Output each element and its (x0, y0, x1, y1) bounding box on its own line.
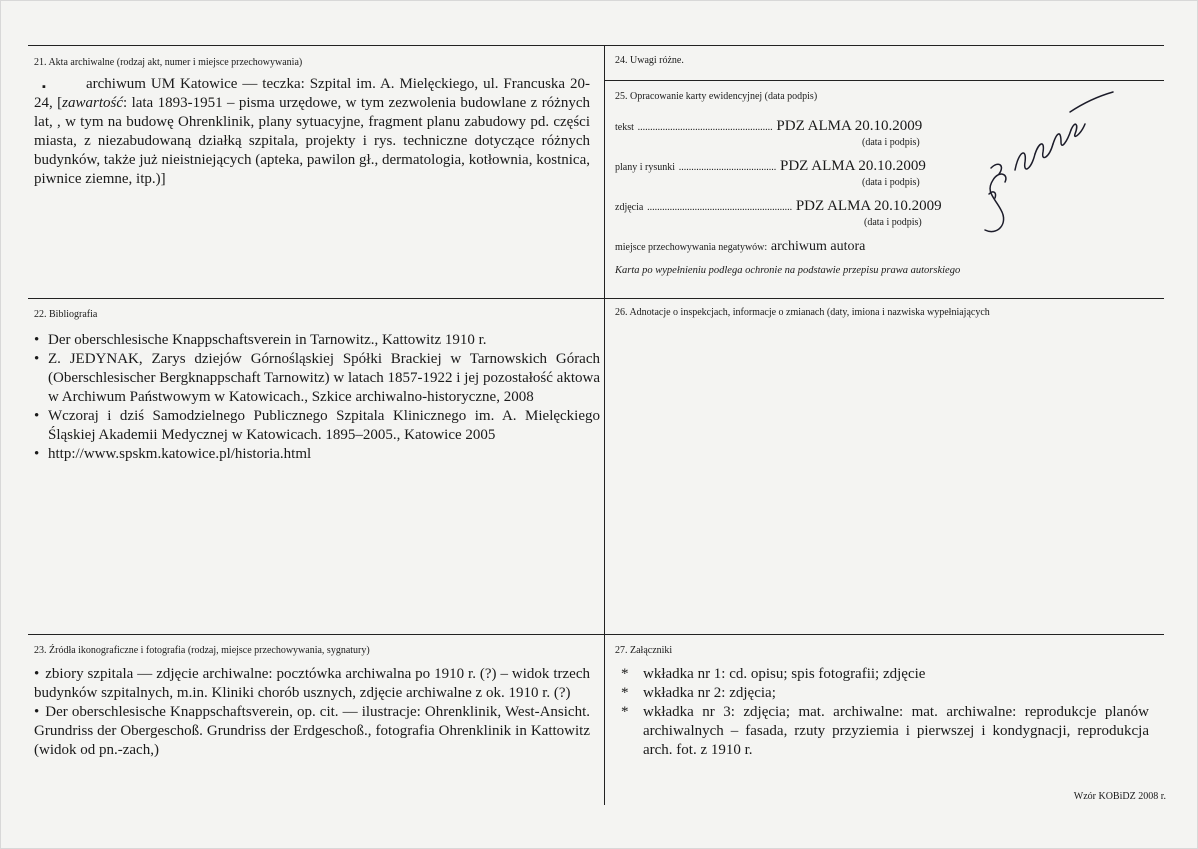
dot-bullet-icon: • (34, 408, 40, 424)
list-item: * wkładka nr 1: cd. opisu; spis fotografii; zdjęcie (621, 666, 926, 682)
section25-row-text-sub: (data i podpis) (862, 137, 920, 148)
dot-bullet-icon: • (34, 351, 40, 367)
section21-text: archiwum UM Katowice — teczka: Szpital im. A. Mielęckiego, ul. Francuska 20-24, [zawartość: lata 1893-1951 – pisma urzędowe, w tym zezwolenia budowlane z różnych lat, , w tym na budowę Ohrenklinik, plany sytuacyjne, fragment planu zabudowy pd. części miasta, z niezabudowaną działką szpitala, projekty i rys. techniczne dotyczące różnych budynków, także już nieistniejących (apteka, pawilon gł., dermatologia, kotłownia, kostnica, piwnice ziemne, itp.)] (34, 76, 590, 187)
asterisk-bullet-icon: * (621, 685, 629, 701)
square-bullet-icon: ▪ (42, 81, 46, 93)
rule-right-24-25 (604, 80, 1164, 81)
list-item: • Der oberschlesische Knappschaftsverein in Tarnowitz., Kattowitz 1910 r. (34, 332, 487, 348)
asterisk-bullet-icon: * (621, 666, 629, 682)
asterisk-bullet-icon: * (621, 704, 629, 720)
section25-label: 25. Opracowanie karty ewidencyjnej (data podpis) (615, 91, 818, 102)
list-item: * wkładka nr 3: zdjęcia; mat. archiwalne: mat. archiwalne: reprodukcje planów archiwalnych – fasada, rzuty przyziemia i pierwszej i kondygnacji, reprodukcja arch. fot. z 1910 r. (621, 704, 1149, 758)
dot-bullet-icon: • (34, 704, 40, 720)
section21-label: 21. Akta archiwalne (rodzaj akt, numer i miejsce przechowywania) (34, 57, 303, 68)
section25-row-text: tekst ...................................................... PDZ ALMA 20.10.2009 (615, 118, 923, 134)
handwritten-signature (975, 90, 1125, 240)
rule-mid-1 (28, 298, 1164, 299)
section26-label: 26. Adnotacje o inspekcjach, informacje o zmianach (daty, imiona i nazwiska wypełniających (615, 307, 990, 318)
dot-bullet-icon: • (34, 446, 40, 462)
section25-copyright-note: Karta po wypełnieniu podlega ochronie na podstawie przepisu prawa autorskiego (615, 265, 961, 276)
list-item: * wkładka nr 2: zdjęcia; (621, 685, 776, 701)
section24-label: 24. Uwagi różne. (615, 55, 684, 66)
section22-list (34, 331, 600, 464)
rule-mid-2 (28, 634, 1164, 635)
section27-list (621, 665, 1149, 760)
list-item: • Wczoraj i dziś Samodzielnego Publicznego Szpitala Klinicznego im. A. Mielęckiego Śląskiej Akademii Medycznej w Katowicach. 1895–2005., Katowice 2005 (34, 408, 600, 443)
list-item: • zbiory szpitala — zdjęcie archiwalne: pocztówka archiwalna po 1910 r. (?) – widok trzech budynków szpitalnych, m.in. Kliniki chorób usznych, zdjęcie archiwalne z ok. 1910 r. (?) (34, 666, 590, 701)
rule-vertical (604, 45, 605, 805)
section25-row-photos: zdjęcia .......................................................... PDZ ALMA 20.10.2009 (615, 198, 942, 214)
section27-label: 27. Załączniki (615, 645, 673, 656)
list-item: • Z. JEDYNAK, Zarys dziejów Górnośląskiej Spółki Brackiej w Tarnowskich Górach (Oberschlesischer Bergknappschaft Tarnowitz) w latach 1857-1922 i jej pozostałość aktowa w Archiwum Państwowym w Katowicach., Szkice archiwalno-historyczne, 2008 (34, 351, 600, 405)
list-item: • http://www.spskm.katowice.pl/historia.html (34, 446, 312, 462)
section25-negatives: miejsce przechowywania negatywów: archiwum autora (615, 239, 866, 254)
section25-row-photos-sub: (data i podpis) (864, 217, 922, 228)
section22-label: 22. Bibliografia (34, 309, 98, 320)
section23-label: 23. Źródła ikonograficzne i fotografia (rodzaj, miejsce przechowywania, sygnatury) (34, 645, 370, 656)
rule-top (28, 45, 1164, 46)
dot-bullet-icon: • (34, 666, 40, 682)
section25-row-plans-sub: (data i podpis) (862, 177, 920, 188)
list-item: • Der oberschlesische Knappschaftsverein, op. cit. — ilustracje: Ohrenklinik, West-Ansicht. Grundriss der Obergeschoß. Grundriss der Erdgeschoß., fotografia Ohrenklinik in Kattowitz (widok od pn.-zach,) (34, 704, 590, 758)
section23-list (34, 665, 590, 760)
dot-bullet-icon: • (34, 332, 40, 348)
form-template-footer: Wzór KOBiDZ 2008 r. (1073, 791, 1166, 802)
section25-row-plans: plany i rysunki ....................................... PDZ ALMA 20.10.2009 (615, 158, 926, 174)
